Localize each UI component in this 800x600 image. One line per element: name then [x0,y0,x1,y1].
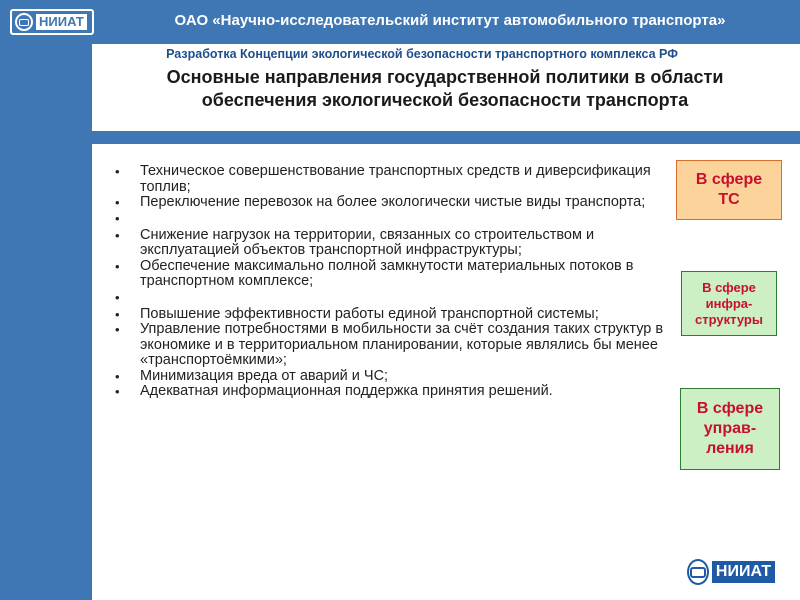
slide-title [100,66,790,112]
category-label-line: В сфере [695,171,763,188]
slide-title-line-1: Основные направления государственной политики в области [166,67,724,87]
niiat-logo [10,9,94,35]
list-item: • Управление потребностями в мобильности за счёт создания таких структур в экономике и в территориальном планировании, которые являлись бы менее «транспортоёмкими»; [112,322,668,369]
car-emblem-icon [687,559,709,585]
category-box-management [680,388,780,470]
list-item: • Обеспечение максимально полной замкнутости материальных потоков в транспортном комплексе; [112,259,668,290]
list-item: • Переключение перевозок на более экологически чистые виды транспорта; [112,195,668,211]
list-item: • Минимизация вреда от аварий и ЧС; [112,369,668,385]
category-label-line: структуры [695,311,763,327]
car-emblem-icon [15,13,33,31]
list-item: • Снижение нагрузок на территории, связанных со строительством и эксплуатацией объектов транспортной инфраструктуры; [112,228,668,259]
organization-title: ОАО «Научно-исследовательский институт автомобильного транспорта» [174,12,726,29]
category-label-line: инфра- [705,295,753,311]
category-label-line: В сфере [702,279,756,295]
title-divider [92,131,800,144]
slide-title-line-2: обеспечения экологической безопасности транспорта [201,90,689,110]
list-item: • Адекватная информационная поддержка принятия решений. [112,384,668,400]
category-label-line: В сфере [696,400,764,417]
category-box-infrastructure [681,271,777,336]
niiat-footer-logo [687,558,775,586]
logo-text: НИИАТ [36,14,87,30]
policy-list [112,164,668,400]
category-label-line: ления [706,440,754,457]
list-item: • Техническое совершенствование транспортных средств и диверсификация топлив; [112,164,668,195]
category-label-line: управ- [703,420,757,437]
list-item: • Повышение эффективности работы единой транспортной системы; [112,307,668,323]
category-label-line: ТС [718,191,740,208]
footer-logo-text: НИИАТ [712,561,775,583]
category-box-vehicles [676,160,782,220]
list-spacer [112,290,668,307]
list-spacer [112,211,668,228]
slide-subtitle: Разработка Концепции экологической безопасности транспортного комплекса РФ [166,47,678,61]
